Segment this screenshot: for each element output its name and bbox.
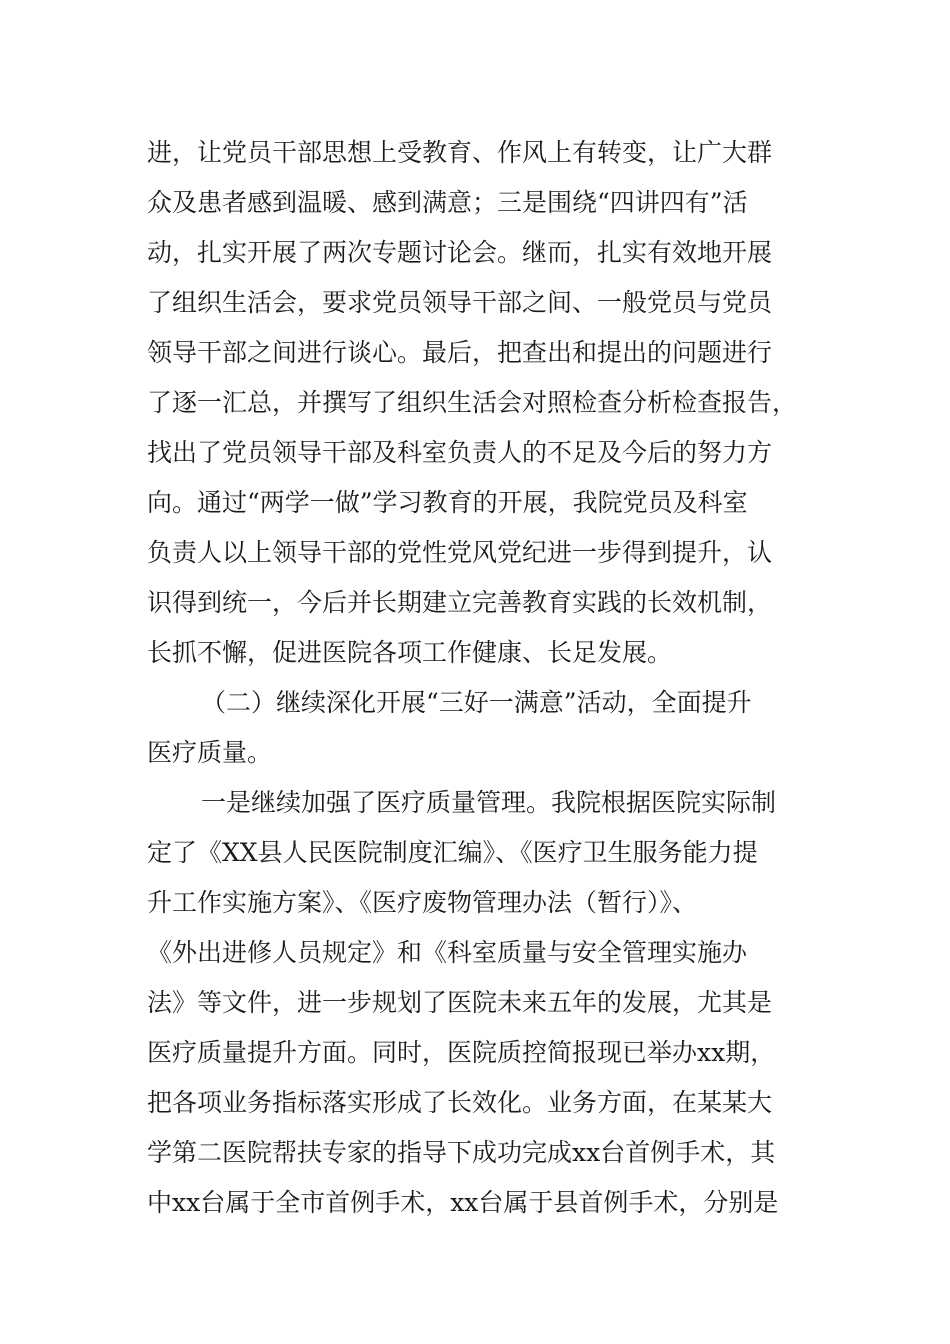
- text-line-15: 定了《XX县人民医院制度汇编》、《医疗卫生服务能力提: [147, 838, 758, 867]
- text-line-5: 领导干部之间进行谈心。最后，把查出和提出的问题进行: [147, 338, 773, 367]
- text-line-4: 了组织生活会，要求党员领导干部之间、一般党员与党员: [147, 288, 773, 317]
- text-line-6: 了逐一汇总，并撰写了组织生活会对照检查分析检查报告，: [147, 388, 798, 417]
- text-line-3: 动，扎实开展了两次专题讨论会。继而，扎实有效地开展: [147, 238, 773, 267]
- text-line-1: 进，让党员干部思想上受教育、作风上有转变，让广大群: [147, 138, 773, 167]
- text-line-19: 医疗质量提升方面。同时，医院质控简报现已举办xx期，: [147, 1038, 776, 1067]
- text-line-8: 向。通过“两学一做”学习教育的开展，我院党员及科室: [147, 488, 748, 517]
- text-line-21: 学第二医院帮扶专家的指导下成功完成xx台首例手术，其: [147, 1138, 776, 1167]
- text-line-20: 把各项业务指标落实形成了长效化。业务方面，在某某大: [147, 1088, 773, 1117]
- text-line-11: 长抓不懈，促进医院各项工作健康、长足发展。: [147, 638, 673, 667]
- text-line-16: 升工作实施方案》、《医疗废物管理办法（暂行）》、: [147, 888, 698, 917]
- text-line-18: 法》等文件，进一步规划了医院未来五年的发展，尤其是: [147, 988, 773, 1017]
- body-text: [147, 128, 807, 1228]
- text-line-9: 负责人以上领导干部的党性党风党纪进一步得到提升，认: [147, 538, 773, 567]
- text-line-2: 众及患者感到温暖、感到满意；三是围绕“四讲四有”活: [147, 188, 748, 217]
- section-heading-line-1: （二）继续深化开展“三好一满意”活动，全面提升: [201, 688, 752, 717]
- text-line-17: 《外出进修人员规定》和《科室质量与安全管理实施办: [147, 938, 748, 967]
- section-heading-line-2: 医疗质量。: [147, 738, 273, 767]
- text-line-7: 找出了党员领导干部及科室负责人的不足及今后的努力方: [147, 438, 773, 467]
- text-line-22: 中xx台属于全市首例手术，xx台属于县首例手术，分别是: [147, 1188, 779, 1217]
- text-line-14: 一是继续加强了医疗质量管理。我院根据医院实际制: [201, 788, 777, 817]
- text-line-10: 识得到统一，今后并长期建立完善教育实践的长效机制，: [147, 588, 773, 617]
